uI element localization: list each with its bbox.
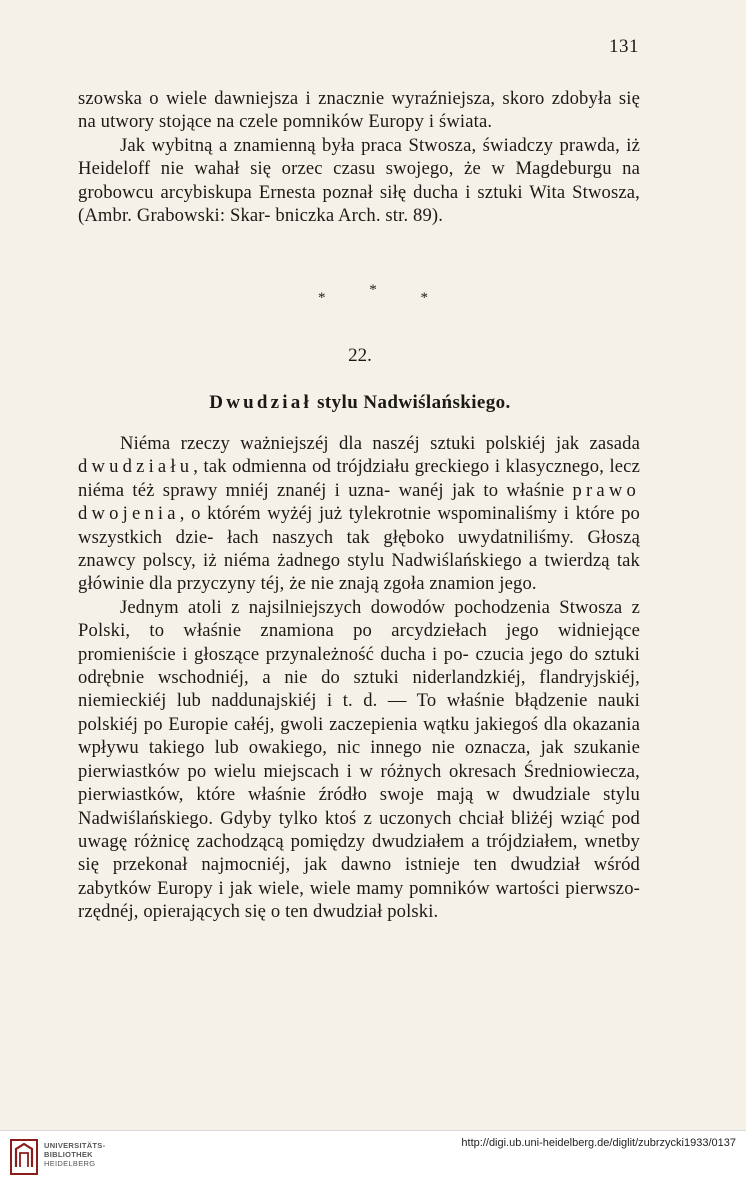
library-name-line: BIBLIOTHEK (44, 1150, 93, 1159)
main-text-block (78, 432, 640, 924)
text-line: w Magdeburgu na grobowcu arcybiskupa Ernesta poznał (78, 158, 640, 203)
text-line: wanéj jak to właśnie (398, 479, 565, 501)
top-text-block (78, 87, 640, 227)
section-title-rest: stylu Nadwiślańskiego. (317, 392, 511, 413)
emphasis-spaced: dwudziału (78, 456, 194, 478)
text-line: i t. d. — To właśnie błądzenie nauki polskiéj po Europie (78, 690, 640, 735)
text-line: najmocniéj, jak dawno istnieje ten dwudział wśród zabytków (78, 854, 640, 899)
text-line: rzędnéj, opierających się o ten dwudział polski. (78, 901, 439, 923)
text-line: tak główinie dla przyczyny téj, że nie znają zgoła znamion (78, 550, 640, 595)
section-title-spaced-word: Dwudział (209, 392, 312, 413)
text-line: Europy i jak wiele, wiele mamy pomników wartości pierwszo- (157, 877, 640, 899)
text-line: siłę ducha i sztuki Wita Stwosza, (Ambr. Grabowski: Skar- (78, 181, 640, 227)
page-number: 131 (609, 36, 639, 57)
text-line: łach naszych tak głęboko uwydatniliśmy. Głoszą znawcy (78, 526, 640, 572)
paragraph-heideloff (78, 134, 640, 228)
text-line: pomiędzy dwudziałem a trójdziałem, wnetby się przekonał (78, 830, 640, 876)
text-line: i świata. (428, 111, 493, 133)
text-line: pierwiastków po wielu miejscach i w różnych okresach (78, 760, 517, 782)
text-line: już tylekrotnie wspominaliśmy i które po wszystkich dzie- (78, 503, 640, 548)
text-line: i klasycznego, lecz niéma téż sprawy mniéj znanéj i uzna- (78, 456, 640, 501)
text-line: szowska o wiele dawniejsza i znacznie wyraźniejsza, skoro (78, 88, 545, 109)
text-line: , tak odmienna od trójdziału greckiego (193, 456, 490, 478)
source-url-link[interactable]: http://digi.ub.uni-heidelberg.de/diglit/zubrzycki1933/0137 (461, 1137, 736, 1149)
text-line: , o którém wyżéj (179, 503, 313, 525)
text-line: Stwosza z Polski, to właśnie znamiona po arcydziełach jego (78, 596, 640, 642)
paragraph-continued (78, 87, 640, 134)
university-library-logo-icon (10, 1139, 38, 1175)
star-mark: * (420, 290, 428, 306)
text-line: Jednym atoli z najsilniejszych dowodów pochodzenia (120, 596, 551, 618)
text-line: mają w dwudziale stylu Nadwiślańskiego. Gdyby tylko ktoś (78, 784, 640, 829)
paragraph-dwudzial (78, 432, 640, 596)
text-line: zasada (589, 433, 640, 454)
text-line: Średniowiecza, pierwiastków, które właśnie źródło swoje (78, 760, 640, 806)
text-line: prawda, iż Heideloff nie wahał się orzec czasu swojego, że (78, 134, 641, 180)
text-line: widniejące promieniście i głoszące przynależność ducha i po- (78, 620, 640, 665)
library-footer (0, 1130, 746, 1184)
paragraph-stwosz-evidence (78, 596, 640, 924)
text-line: Niéma rzeczy ważniejszéj dla naszéj sztuki polskiéj jak (120, 433, 580, 454)
text-line: zdobyła się na utwory stojące na czele pomników Europy (78, 88, 640, 133)
text-line: z uczonych chciał bliżéj wziąć pod uwagę różnicę zachodzącą (78, 807, 640, 852)
library-name (44, 1141, 105, 1168)
text-line: czucia jego do sztuki odrębnie wschodniéj, a nie do sztuki (78, 643, 640, 689)
library-name-line: UNIVERSITÄTS- (44, 1141, 106, 1150)
text-line: polscy, iż niéma żadnego stylu Nadwiślańskiego a twierdzą (142, 550, 610, 572)
asterism-separator (0, 282, 746, 306)
text-line: niderlandzkiéj, flandryjskiéj, niemieckiéj lub naddunajskiéj (78, 667, 640, 712)
text-line: takiego lub owakiego, nic innego nie oznacza, jak szukanie (148, 737, 640, 759)
star-mark: * (369, 282, 377, 298)
section-number: 22. (348, 345, 372, 366)
emphasis-spaced: prawo dwojenia (78, 479, 640, 525)
star-mark: * (318, 290, 326, 306)
text-line: bniczka Arch. str. 89). (275, 205, 444, 227)
text-line: całéj, gwoli zaczepienia wątku jakiegoś dla okazania wpływu (78, 713, 640, 759)
section-title (0, 392, 720, 414)
text-line: jego. (499, 573, 537, 595)
library-name-line: HEIDELBERG (44, 1159, 96, 1168)
text-line: Jak wybitną a znamienną była praca Stwosza, świadczy (120, 134, 554, 156)
